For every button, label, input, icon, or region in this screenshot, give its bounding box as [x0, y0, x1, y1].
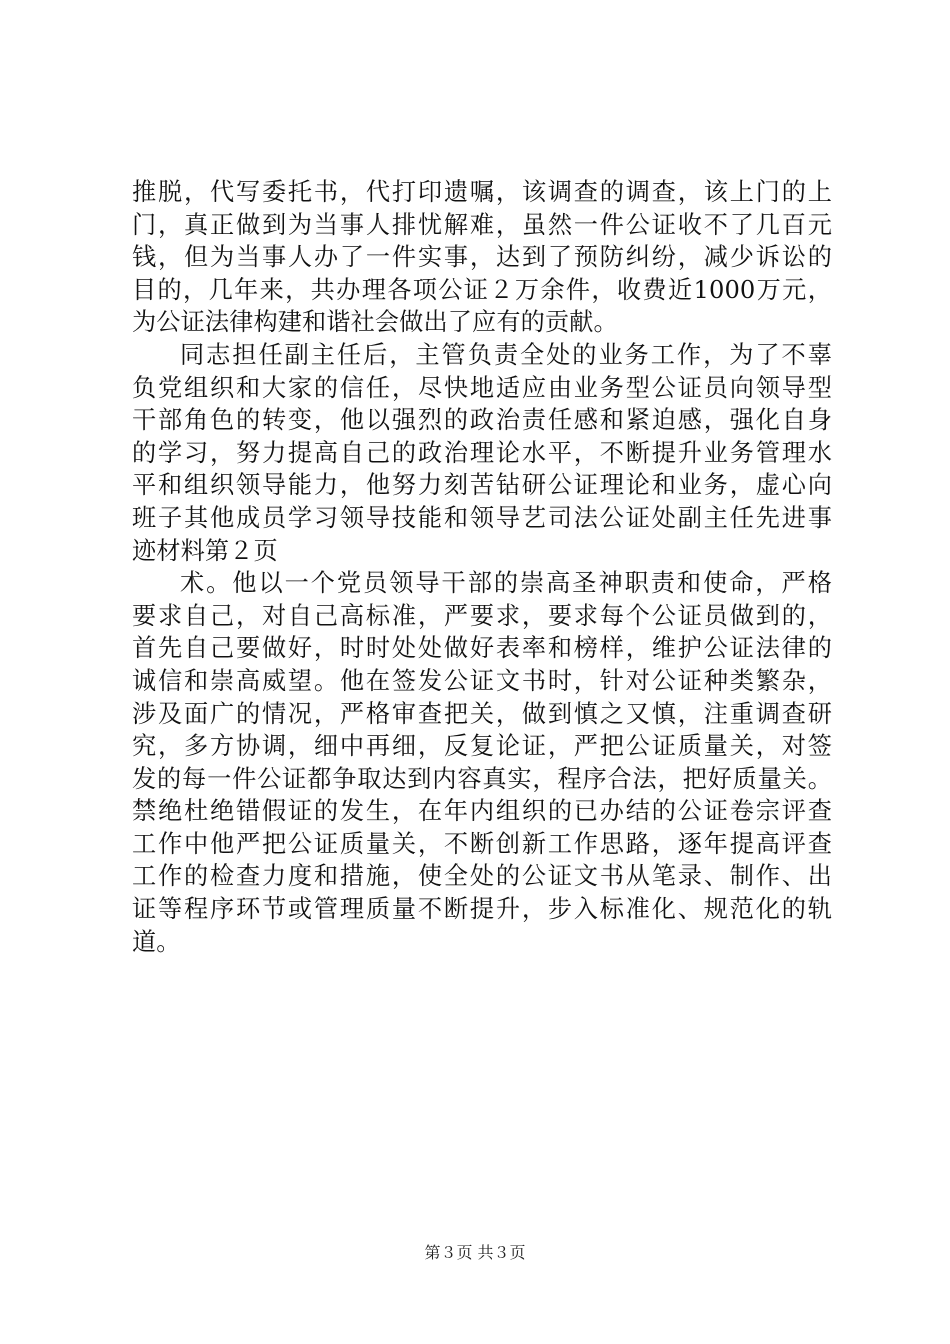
page-number-footer: 第３页 共３页 — [424, 1243, 526, 1262]
text-line: 推脱，代写委托书，代打印遗嘱，该调查的调查，该上门的上 — [132, 178, 832, 206]
document-body — [132, 176, 832, 958]
text-line: 钱，但为当事人办了一件实事，达到了预防纠纷，减少诉讼的 — [132, 243, 832, 272]
text-line: 证等程序环节或管理质量不断提升，步入标准化、规范化的轨 — [132, 895, 832, 924]
text-line: 道。 — [132, 927, 181, 956]
text-line: 要求自己，对自己高标准，严要求，要求每个公证员做到的， — [132, 601, 832, 630]
paragraph-first-line: 术。他以一个党员领导干部的崇高圣神职责和使命，严格 — [180, 569, 832, 598]
text-line: 平和组织领导能力，他努力刻苦钻研公证理论和业务，虚心向 — [132, 471, 832, 500]
text-line: 目的，几年来，共办理各项公证２万余件，收费近1000万元， — [132, 275, 832, 304]
text-line: 班子其他成员学习领导技能和领导艺司法公证处副主任先进事 — [132, 503, 832, 532]
text-line: 禁绝杜绝错假证的发生，在年内组织的已办结的公证卷宗评查 — [132, 797, 832, 826]
text-line: 干部角色的转变，他以强烈的政治责任感和紧迫感，强化自身 — [132, 406, 832, 435]
text-line: 工作的检查力度和措施，使全处的公证文书从笔录、制作、出 — [132, 862, 832, 891]
text-line: 究，多方协调，细中再细，反复论证，严把公证质量关，对签 — [132, 732, 832, 761]
text-line: 诚信和崇高威望。他在签发公证文书时，针对公证种类繁杂， — [132, 666, 832, 695]
paragraph-first-line: 同志担任副主任后，主管负责全处的业务工作，为了不辜 — [180, 340, 832, 369]
text-line: 迹材料第２页 — [132, 536, 278, 565]
text-line: 工作中他严把公证质量关，不断创新工作思路，逐年提高评查 — [132, 829, 832, 858]
text-line: 首先自己要做好，时时处处做好表率和榜样，维护公证法律的 — [132, 634, 832, 663]
text-line: 为公证法律构建和谐社会做出了应有的贡献。 — [132, 308, 618, 337]
text-line: 负党组织和大家的信任，尽快地适应由业务型公证员向领导型 — [132, 373, 832, 402]
text-line: 发的每一件公证都争取达到内容真实，程序合法，把好质量关。 — [132, 764, 832, 793]
text-line: 涉及面广的情况，严格审查把关，做到慎之又慎，注重调查研 — [132, 699, 832, 728]
text-line: 门，真正做到为当事人排忧解难，虽然一件公证收不了几百元 — [132, 210, 832, 239]
text-line: 的学习，努力提高自己的政治理论水平，不断提升业务管理水 — [132, 438, 832, 467]
